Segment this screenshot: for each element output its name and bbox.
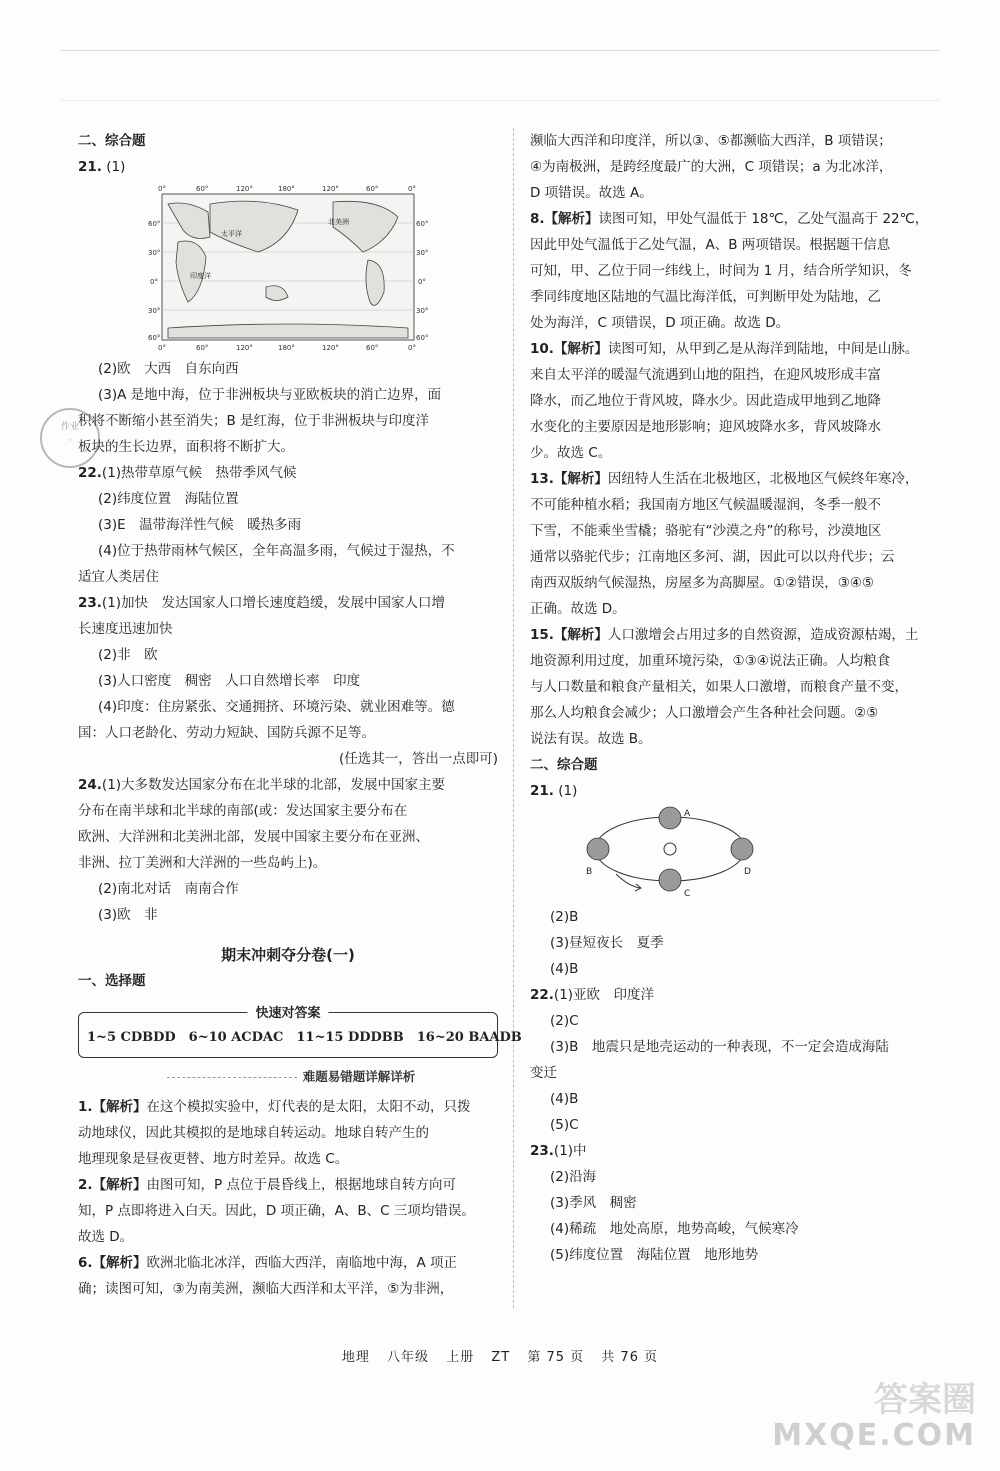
answer-line: (3)B 地震只是地壳运动的一种表现，不一定会造成海陆 <box>550 1039 889 1055</box>
analysis-8 <box>530 206 950 232</box>
analysis-line: 濒临大西洋和印度洋，所以③、⑤都濒临大西洋，B 项错误； <box>530 133 892 149</box>
answer-line: (3)季风 稠密 <box>550 1195 637 1211</box>
answer-line: (2)B <box>550 909 579 925</box>
svg-text:0°: 0° <box>158 344 166 352</box>
analysis-line: 说法有误。故选 B。 <box>530 731 652 747</box>
analysis-line: 因此甲处气温低于乙处气温，A、B 两项错误。根据题干信息 <box>530 237 891 253</box>
banner-rule <box>167 1077 297 1078</box>
earth-b-icon <box>587 838 609 860</box>
analysis-tag: 【解析】 <box>553 341 608 357</box>
analysis-line: 因纽特人生活在北极地区，北极地区气候终年寒冷， <box>607 471 919 487</box>
question-number: 22. <box>530 987 554 1003</box>
question-23 <box>78 590 498 616</box>
question-23-right <box>530 1138 950 1164</box>
analysis-line: 水变化的主要原因是地形影响；迎风坡降水多，背风坡降水 <box>530 419 881 435</box>
answer-line: 长速度迅速加快 <box>78 621 173 637</box>
question-number: 23. <box>78 595 102 611</box>
answer-line: (1)热带草原气候 热带季风气候 <box>101 465 297 481</box>
analysis-line: 与人口数量和粮食产量相关，如果人口激增，而粮食产量不变， <box>530 679 908 695</box>
analysis-tag: 【解析】 <box>92 1255 147 1271</box>
answer-line: (3)人口密度 稠密 人口自然增长率 印度 <box>98 673 361 689</box>
question-number: 2. <box>78 1177 93 1193</box>
antarctica-shape <box>168 324 408 338</box>
world-map-figure <box>148 182 428 352</box>
banner-text: 难题易错题详解详析 <box>302 1069 416 1084</box>
analysis-line: 南西双版纳气候湿热，房屋多为高脚屋。①②错误，③④⑤ <box>530 575 875 591</box>
answer-line: (2)非 欧 <box>98 647 158 663</box>
answer-line: (2)沿海 <box>550 1169 597 1185</box>
question-number: 6. <box>78 1255 93 1271</box>
svg-text:30°: 30° <box>416 249 428 257</box>
column-divider <box>513 128 514 1308</box>
answer-line: (1)大多数发达国家分布在北半球的北部，发展中国家主要 <box>101 777 446 793</box>
analysis-tag: 【解析】 <box>553 471 608 487</box>
top-rule <box>60 50 940 51</box>
watermark-url: MXQE.COM <box>772 1418 976 1453</box>
orbit-label-a: A <box>684 809 691 819</box>
top-rule-2 <box>60 100 940 101</box>
question-number: 8. <box>530 211 545 227</box>
quick-answer-box <box>78 1006 522 1058</box>
analysis-line: 读图可知，从甲到乙是从海洋到陆地，中间是山脉。 <box>607 341 919 357</box>
question-22-right <box>530 982 950 1008</box>
answer-line: (5)纬度位置 海陆位置 地形地势 <box>550 1247 759 1263</box>
footer-subject: 地理 <box>341 1350 370 1365</box>
svg-text:30°: 30° <box>148 307 161 315</box>
analysis-line: 知，P 点即将进入白天。因此，D 项正确，A、B、C 三项均错误。 <box>78 1203 475 1219</box>
svg-text:60°: 60° <box>366 344 379 352</box>
svg-text:120°: 120° <box>322 185 339 193</box>
map-label: 北美洲 <box>328 218 349 226</box>
left-column <box>78 128 522 1302</box>
analysis-2 <box>78 1172 498 1198</box>
answer-line: (2)欧 大西 自东向西 <box>98 361 239 377</box>
svg-text:60°: 60° <box>148 334 161 342</box>
analysis-line: 在这个模拟实验中，灯代表的是太阳，太阳不动，只拨 <box>146 1099 471 1115</box>
analysis-line: 人口激增会占用过多的自然资源，造成资源枯竭，土 <box>607 627 919 643</box>
analysis-line: 正确。故选 D。 <box>530 601 626 617</box>
section-title: 一、选择题 <box>78 973 146 989</box>
answer-line: (1)加快 发达国家人口增长速度趋缓，发展中国家人口增 <box>101 595 446 611</box>
svg-text:60°: 60° <box>416 220 428 228</box>
sun-icon <box>664 843 676 855</box>
analysis-line: 地理现象是昼夜更替、地方时差异。故选 C。 <box>78 1151 349 1167</box>
analysis-line: 少。故选 C。 <box>530 445 612 461</box>
analysis-tag: 【解析】 <box>92 1177 147 1193</box>
svg-text:0°: 0° <box>418 278 426 286</box>
question-number: 13. <box>530 471 554 487</box>
svg-text:0°: 0° <box>158 185 166 193</box>
analysis-13 <box>530 466 950 492</box>
earth-c-icon <box>659 869 681 891</box>
analysis-1 <box>78 1094 498 1120</box>
answer-line: (1)中 <box>553 1143 587 1159</box>
analysis-line: 处为海洋，C 项错误，D 项正确。故选 D。 <box>530 315 790 331</box>
question-21-right <box>530 778 950 804</box>
orbit-direction-arrow <box>616 874 640 888</box>
analysis-line: 不可能种植水稻；我国南方地区气候温暖湿润，冬季一般不 <box>530 497 881 513</box>
analysis-line: 可知，甲、乙位于同一纬线上，时间为 1 月，结合所学知识，冬 <box>530 263 912 279</box>
answer-line: 分布在南半球和北半球的南部(或：发达国家主要分布在 <box>78 803 408 819</box>
question-number: 24. <box>78 777 102 793</box>
question-number: 22. <box>78 465 102 481</box>
earth-d-icon <box>731 838 753 860</box>
earth-a-icon <box>659 807 681 829</box>
answer-note: (任选其一，答出一点即可) <box>338 751 498 767</box>
analysis-line: 通常以骆驼代步；江南地区多河、湖，因此可以以舟代步；云 <box>530 549 895 565</box>
question-number: 23. <box>530 1143 554 1159</box>
ink-stamp: 作业 · <box>40 408 100 468</box>
analysis-line: 动地球仪，因此其模拟的是地球自转运动。地球自转产生的 <box>78 1125 429 1141</box>
quick-answer-title: 快速对答案 <box>247 1001 328 1027</box>
analysis-line: 下雪，不能乘坐雪橇；骆驼有“沙漠之舟”的称号，沙漠地区 <box>530 523 882 539</box>
question-number: 21. <box>530 783 554 799</box>
orbit-label-c: C <box>684 889 691 899</box>
svg-text:60°: 60° <box>148 220 161 228</box>
answer-line: (4)稀疏 地处高原，地势高峻，气候寒冷 <box>550 1221 799 1237</box>
analysis-line: 读图可知，甲处气温低于 18℃，乙处气温高于 22℃， <box>598 211 929 227</box>
orbit-label-b: B <box>586 867 593 877</box>
analysis-line: 降水，而乙地位于背风坡，降水少。因此造成甲地到乙地降 <box>530 393 881 409</box>
answer-line: (3)欧 非 <box>98 907 158 923</box>
earth-orbit-figure <box>570 804 770 904</box>
question-24 <box>78 772 498 798</box>
answer-line: 欧洲、大洋洲和北美洲北部，发展中国家主要分布在亚洲、 <box>78 829 429 845</box>
earth-orbit-svg <box>570 804 770 904</box>
svg-text:120°: 120° <box>322 344 339 352</box>
svg-text:180°: 180° <box>278 185 295 193</box>
analysis-line: 确；读图可知，③为南美洲，濒临大西洋和太平洋，⑤为非洲， <box>78 1281 454 1297</box>
analysis-line: 地资源利用过度，加重环境污染，①③④说法正确。人均粮食 <box>530 653 891 669</box>
orbit-label-d: D <box>744 867 751 877</box>
exam-title: 期末冲刺夺分卷(一) <box>221 946 355 964</box>
analysis-line: 那么人均粮食会减少；人口激增会产生各种社会问题。②⑤ <box>530 705 879 721</box>
answer-line: 积将不断缩小甚至消失；B 是红海，位于非洲板块与印度洋 <box>78 413 430 429</box>
analysis-line: ④为南极洲，是跨经度最广的大洲，C 项错误；a 为北冰洋， <box>530 159 893 175</box>
footer-volume: 上册 <box>446 1350 475 1365</box>
analysis-tag: 【解析】 <box>92 1099 147 1115</box>
analysis-6 <box>78 1250 498 1276</box>
footer-edition: ZT <box>491 1350 511 1365</box>
question-number: 15. <box>530 627 554 643</box>
answer-line: (4)B <box>550 1091 579 1107</box>
question-number: 21. <box>78 159 102 175</box>
svg-text:30°: 30° <box>148 249 161 257</box>
analysis-line: 故选 D。 <box>78 1229 134 1245</box>
answer-line: (3)E 温带海洋性气候 暖热多雨 <box>98 517 302 533</box>
map-label: 印度洋 <box>190 272 211 280</box>
svg-text:180°: 180° <box>278 344 295 352</box>
sub-label: (1) <box>558 783 578 799</box>
answer-line: (2)纬度位置 海陆位置 <box>98 491 239 507</box>
answer-line: (1)亚欧 印度洋 <box>553 987 655 1003</box>
answer-line: (3)A 是地中海，位于非洲板块与亚欧板块的消亡边界，面 <box>98 387 442 403</box>
analysis-banner <box>78 1064 498 1090</box>
analysis-line: 由图可知，P 点位于晨昏线上，根据地球自转方向可 <box>146 1177 456 1193</box>
answer-line: 国：人口老龄化、劳动力短缺、国防兵源不足等。 <box>78 725 375 741</box>
answer-line: (4)B <box>550 961 579 977</box>
question-number: 1. <box>78 1099 93 1115</box>
quick-answers: 1~5 CDBDD 6~10 ACDAC 11~15 DDDBB 16~20 BAADB <box>87 1030 522 1045</box>
answer-line: 适宜人类居住 <box>78 569 159 585</box>
world-map-svg <box>148 182 428 352</box>
svg-text:0°: 0° <box>150 278 158 286</box>
answer-line: 板块的生长边界，面积将不断扩大。 <box>78 439 294 455</box>
svg-text:60°: 60° <box>366 185 379 193</box>
footer-grade: 八年级 <box>387 1350 430 1365</box>
analysis-line: D 项错误。故选 A。 <box>530 185 653 201</box>
section-title: 二、综合题 <box>78 133 146 149</box>
page-footer <box>0 1346 1000 1365</box>
section-title: 二、综合题 <box>530 757 598 773</box>
footer-total: 共 76 页 <box>601 1350 659 1365</box>
watermark-logo: 答案圈 <box>874 1380 976 1420</box>
question-22 <box>78 460 498 486</box>
svg-text:60°: 60° <box>196 185 209 193</box>
answer-line: (2)C <box>550 1013 579 1029</box>
svg-text:0°: 0° <box>408 344 416 352</box>
answer-line: (2)南北对话 南南合作 <box>98 881 239 897</box>
answer-line: (4)印度：住房紧张、交通拥挤、环境污染、就业困难等。德 <box>98 699 455 715</box>
svg-text:60°: 60° <box>416 334 428 342</box>
answer-line: 变迁 <box>530 1065 557 1081</box>
answer-line: (4)位于热带雨林气候区，全年高温多雨，气候过于湿热，不 <box>98 543 455 559</box>
svg-text:120°: 120° <box>236 344 253 352</box>
analysis-line: 欧洲北临北冰洋，西临大西洋，南临地中海，A 项正 <box>146 1255 458 1271</box>
analysis-line: 季同纬度地区陆地的气温比海洋低，可判断甲处为陆地，乙 <box>530 289 881 305</box>
analysis-10 <box>530 336 950 362</box>
svg-text:60°: 60° <box>196 344 209 352</box>
svg-text:120°: 120° <box>236 185 253 193</box>
answer-line: 非洲、拉丁美洲和大洋洲的一些岛屿上)。 <box>78 855 327 871</box>
analysis-15 <box>530 622 950 648</box>
analysis-line: 来自太平洋的暖湿气流遇到山地的阻挡，在迎风坡形成丰富 <box>530 367 881 383</box>
answer-line: (5)C <box>550 1117 579 1133</box>
footer-page: 第 75 页 <box>527 1350 585 1365</box>
sub-label: (1) <box>106 159 126 175</box>
svg-text:0°: 0° <box>408 185 416 193</box>
map-label: 太平洋 <box>221 230 242 238</box>
analysis-tag: 【解析】 <box>544 211 599 227</box>
analysis-tag: 【解析】 <box>553 627 608 643</box>
question-21 <box>78 154 498 180</box>
answer-line: (3)昼短夜长 夏季 <box>550 935 664 951</box>
question-number: 10. <box>530 341 554 357</box>
svg-text:30°: 30° <box>416 307 428 315</box>
right-column <box>530 128 950 1268</box>
